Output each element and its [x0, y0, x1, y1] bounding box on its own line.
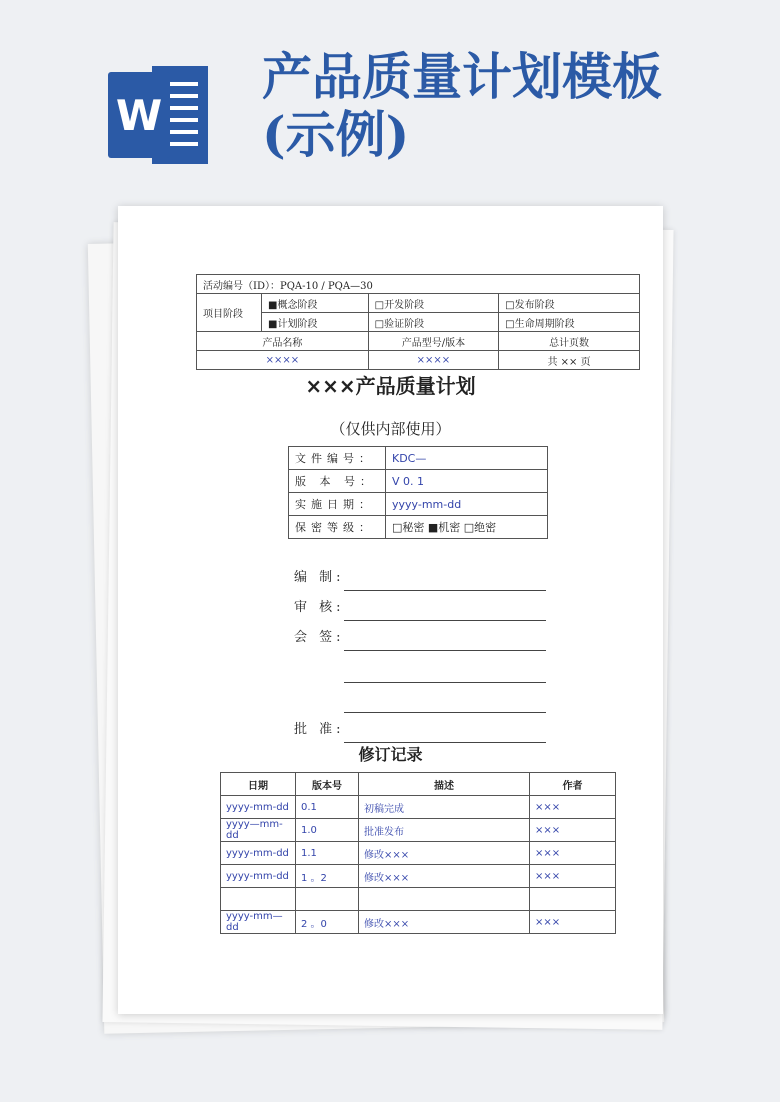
revision-version: 1.0 — [296, 819, 359, 842]
revision-version: 2 。0 — [296, 911, 359, 934]
revision-author: ××× — [530, 911, 616, 934]
revision-title: 修订记录 — [358, 745, 423, 764]
revision-header: 日期 — [221, 773, 296, 796]
revision-author: ××× — [530, 819, 616, 842]
table-row — [221, 865, 616, 888]
banner — [0, 0, 780, 200]
info-label: 保密等级： — [289, 516, 386, 539]
revision-author: ××× — [530, 842, 616, 865]
revision-date: yyyy-mm-dd — [221, 796, 296, 819]
sig-approve: 批 准: — [294, 722, 345, 737]
table-row — [221, 819, 616, 842]
title-line-1: 产品质量计划模板 — [262, 47, 662, 106]
sig-countersign: 会 签: — [294, 630, 345, 645]
info-value: □秘密 ■机密 □绝密 — [386, 516, 548, 539]
revision-desc: 修改××× — [359, 865, 530, 888]
stage-cell: ■计划阶段 — [262, 313, 369, 332]
stage-cell: ■概念阶段 — [262, 294, 369, 313]
revision-date — [221, 888, 296, 911]
stage-cell: □开发阶段 — [368, 294, 498, 313]
header-total-pages: 总计页数 — [499, 332, 640, 351]
revision-author: ××× — [530, 796, 616, 819]
document-page — [118, 206, 663, 1014]
header-product-name: 产品名称 — [197, 332, 369, 351]
document-info-table — [288, 446, 548, 539]
word-letter: W — [108, 72, 170, 158]
revision-date: yyyy-mm-dd — [221, 842, 296, 865]
activity-table — [196, 274, 640, 370]
revision-author: ××× — [530, 865, 616, 888]
info-value: yyyy-mm-dd — [386, 493, 548, 516]
document-subtitle: （仅供内部使用） — [330, 420, 451, 438]
activity-id: 活动编号（ID）：PQA-10 / PQA—30 — [197, 275, 640, 294]
info-label: 文件编号： — [289, 447, 386, 470]
stage-cell: □验证阶段 — [368, 313, 498, 332]
stage-label: 项目阶段 — [197, 294, 262, 332]
revision-author — [530, 888, 616, 911]
sig-line — [344, 682, 546, 683]
table-row — [221, 911, 616, 934]
sig-line — [344, 650, 546, 651]
header-product-model: 产品型号/版本 — [368, 332, 498, 351]
revision-header: 作者 — [530, 773, 616, 796]
value-product-model: ×××× — [368, 351, 498, 370]
revision-header: 版本号 — [296, 773, 359, 796]
table-row — [221, 842, 616, 865]
revision-date: yyyy-mm-dd — [221, 865, 296, 888]
info-label: 版 本 号： — [289, 470, 386, 493]
stage-cell: □发布阶段 — [499, 294, 640, 313]
sig-line — [344, 620, 546, 621]
revision-desc: 修改××× — [359, 911, 530, 934]
revision-date: yyyy-mm—dd — [221, 911, 296, 934]
revision-desc: 初稿完成 — [359, 796, 530, 819]
revision-date: yyyy—mm-dd — [221, 819, 296, 842]
document-title: ×××产品质量计划 — [305, 374, 476, 398]
sig-line — [344, 712, 546, 713]
word-icon — [108, 66, 208, 164]
sig-line — [344, 590, 546, 591]
revision-version: 1.1 — [296, 842, 359, 865]
revision-desc — [359, 888, 530, 911]
stage-cell: □生命周期阶段 — [499, 313, 640, 332]
table-row — [221, 888, 616, 911]
sig-compile: 编 制: — [294, 570, 345, 585]
page-title — [262, 48, 762, 164]
revision-table — [220, 772, 616, 934]
revision-version: 1 。2 — [296, 865, 359, 888]
info-value: V 0. 1 — [386, 470, 548, 493]
value-product-name: ×××× — [197, 351, 369, 370]
revision-version: 0.1 — [296, 796, 359, 819]
title-line-2: (示例) — [262, 105, 410, 164]
revision-header: 描述 — [359, 773, 530, 796]
revision-desc: 批准发布 — [359, 819, 530, 842]
sig-review: 审 核: — [294, 600, 345, 615]
revision-desc: 修改××× — [359, 842, 530, 865]
info-label: 实施日期： — [289, 493, 386, 516]
table-row — [221, 796, 616, 819]
revision-version — [296, 888, 359, 911]
value-total-pages: 共 ×× 页 — [499, 351, 640, 370]
info-value: KDC— — [386, 447, 548, 470]
